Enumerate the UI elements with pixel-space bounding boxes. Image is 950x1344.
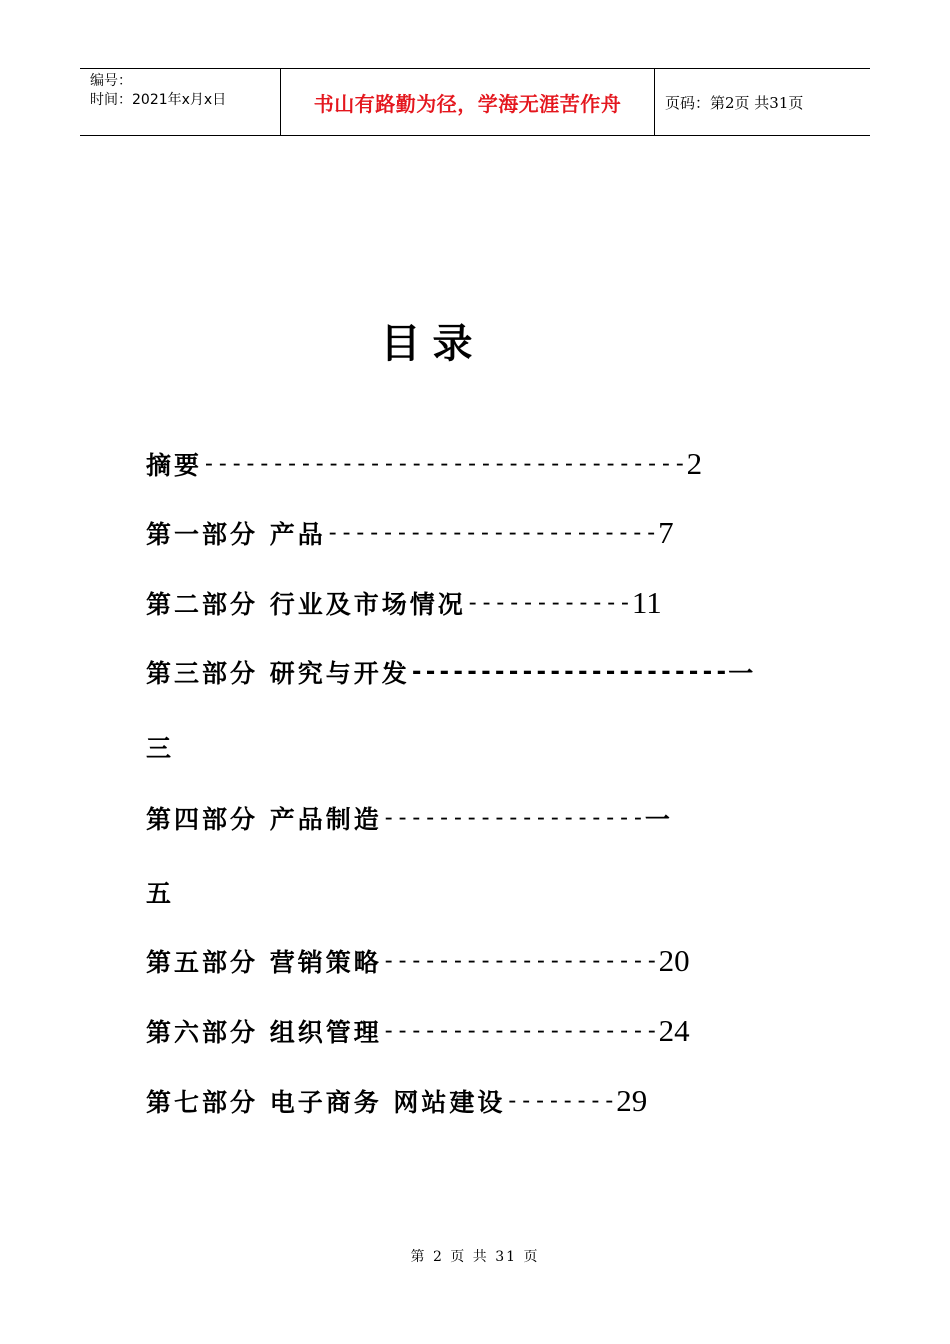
toc-leader: -------------------- bbox=[381, 1018, 659, 1044]
toc-entry-part5[interactable] bbox=[146, 941, 690, 981]
toc-entry-label: 第四部分 产品制造 bbox=[146, 805, 382, 834]
page-footer: 第 2 页 共 31 页 bbox=[410, 1249, 540, 1265]
toc-entry-label: 第五部分 营销策略 bbox=[146, 948, 382, 977]
header-motto-cell bbox=[281, 69, 655, 135]
toc-entry-abstract[interactable] bbox=[146, 444, 702, 484]
toc-page-number-cont: 五 bbox=[146, 879, 172, 908]
toc-entry-part4-cont bbox=[146, 872, 171, 912]
toc-entry-label: 摘要 bbox=[146, 451, 203, 480]
toc-leader: ----------------------- bbox=[409, 659, 729, 685]
toc-page-number: 一 bbox=[644, 805, 670, 834]
toc-page-number-cont: 三 bbox=[146, 734, 172, 763]
toc-leader: ------------------- bbox=[381, 805, 645, 831]
header-motto: 书山有路勤为径，学海无涯苦作舟 bbox=[313, 91, 622, 116]
toc-page-number: 24 bbox=[658, 1013, 690, 1048]
toc-page-number: 7 bbox=[658, 515, 674, 550]
toc-page-number: 11 bbox=[631, 585, 662, 620]
toc-entry-part3[interactable] bbox=[146, 652, 753, 692]
toc-leader: -------- bbox=[505, 1088, 617, 1114]
toc-page-number: 2 bbox=[686, 446, 703, 481]
toc-leader: -------------------- bbox=[381, 948, 659, 974]
toc-page-number: 29 bbox=[616, 1083, 648, 1118]
toc-entry-part7[interactable] bbox=[146, 1081, 647, 1121]
toc-leader: ----------------------------------- bbox=[202, 451, 687, 477]
page-title: 目录 bbox=[380, 320, 485, 367]
toc-entry-part4[interactable] bbox=[146, 798, 670, 838]
toc-entry-label: 第七部分 电子商务 网站建设 bbox=[146, 1088, 506, 1117]
toc-entry-part2[interactable] bbox=[146, 583, 662, 623]
toc-entry-part3-cont bbox=[146, 727, 171, 767]
toc-page-number: 一 bbox=[728, 659, 754, 688]
page-header bbox=[80, 68, 870, 136]
doc-date-label: 时间：2021年x月x日 bbox=[90, 92, 227, 108]
header-meta bbox=[80, 69, 281, 135]
doc-number-label: 编号： bbox=[90, 73, 132, 89]
toc-leader: ------------------------ bbox=[325, 520, 659, 546]
toc-entry-label: 第三部分 研究与开发 bbox=[146, 659, 410, 688]
toc-page-number: 20 bbox=[658, 943, 690, 978]
toc-entry-label: 第一部分 产品 bbox=[146, 520, 326, 549]
toc-leader: ------------ bbox=[465, 590, 632, 616]
toc-entry-part1[interactable] bbox=[146, 513, 674, 553]
toc-entry-label: 第六部分 组织管理 bbox=[146, 1018, 382, 1047]
header-page-info: 页码：第2页 共31页 bbox=[665, 93, 804, 112]
toc-entry-label: 第二部分 行业及市场情况 bbox=[146, 590, 466, 619]
toc-entry-part6[interactable] bbox=[146, 1011, 690, 1051]
